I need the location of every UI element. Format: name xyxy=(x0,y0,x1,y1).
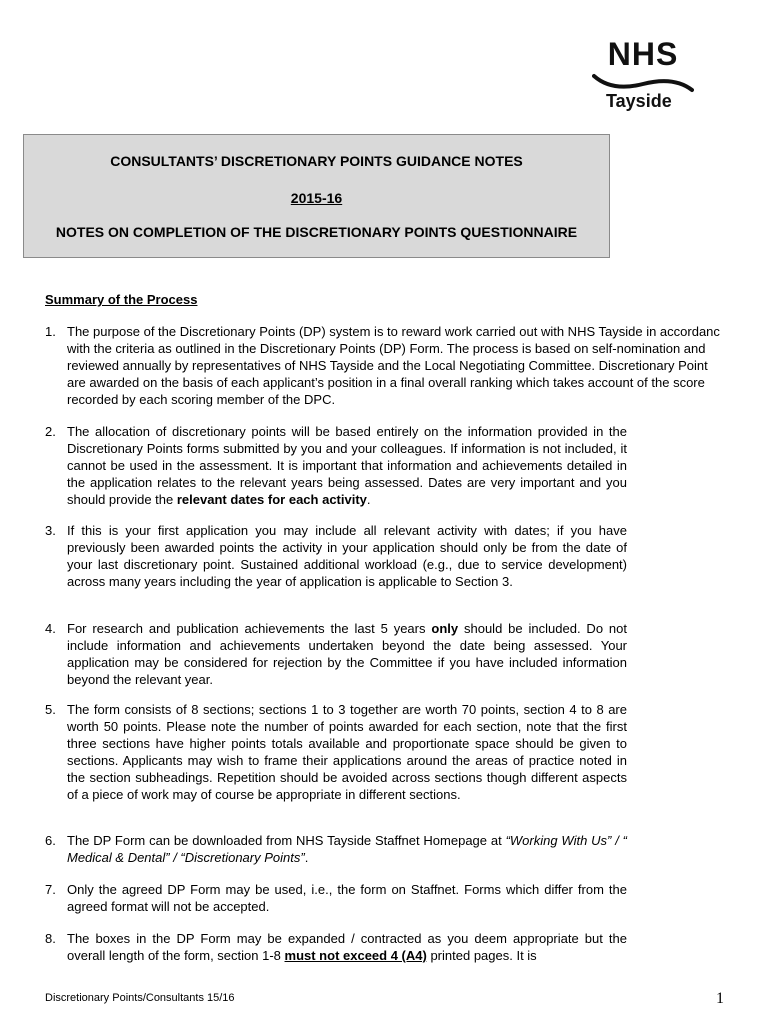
item-4-bold: only xyxy=(431,621,459,636)
item-1-line: are awarded on the basis of each applicant’s position in a final overall ranking which takes account of the score xyxy=(67,375,705,390)
item-1-line: The purpose of the Discretionary Points (DP) system is to reward work carried out with NHS Tayside in accordanc xyxy=(67,324,720,339)
list-item-7 xyxy=(45,881,627,915)
logo-region: Tayside xyxy=(606,91,672,111)
title-line-1: CONSULTANTS’ DISCRETIONARY POINTS GUIDANCE NOTES xyxy=(110,153,523,169)
item-number: 3. xyxy=(45,523,56,538)
section-heading: Summary of the Process xyxy=(45,292,198,307)
item-2-text: The allocation of discretionary points will be based entirely on the information provided in the Discretionary Points forms submitted by you and your colleagues. If information is not included, it cannot be used in the assessment. It is important that information and achievements detailed in the application relates to the relevant years being assessed. Dates are very important and you should provide the xyxy=(67,424,627,507)
item-2-bold: relevant dates for each activity xyxy=(176,492,367,507)
list-item-5 xyxy=(45,701,627,803)
list-item-2 xyxy=(45,423,627,508)
item-1-line: with the criteria as outlined in the Discretionary Points (DP) Form. The process is based on self-nomination and xyxy=(67,341,706,356)
item-6-before: The DP Form can be downloaded from NHS Tayside Staffnet Homepage at xyxy=(67,833,506,848)
nhs-tayside-logo xyxy=(588,36,698,116)
item-8-bold: must not exceed 4 (A4) xyxy=(284,948,427,963)
list-item-4 xyxy=(45,620,627,688)
title-year: 2015-16 xyxy=(290,190,343,206)
item-number: 2. xyxy=(45,424,56,439)
item-8-before: The boxes in the DP Form may be expanded / contracted as you deem appropriate but the overall length of the form, section 1-8 xyxy=(67,931,627,963)
item-8-after: printed pages. It is xyxy=(426,948,537,963)
item-number: 1. xyxy=(45,324,56,339)
logo-org: NHS xyxy=(607,36,679,72)
title-box xyxy=(23,134,610,258)
footer-label: Discretionary Points/Consultants 15/16 xyxy=(45,992,235,1004)
item-1-line: recorded by each scoring member of the DPC. xyxy=(67,392,336,407)
item-6-after: . xyxy=(304,850,309,865)
list-item-3 xyxy=(45,522,627,590)
item-number: 6. xyxy=(45,833,56,848)
list-item-1 xyxy=(45,323,770,408)
list-item-6 xyxy=(45,832,627,866)
item-4-before: For research and publication achievements the last 5 years xyxy=(67,621,432,636)
item-number: 8. xyxy=(45,931,56,946)
list-item-8 xyxy=(45,930,627,964)
item-2-after: . xyxy=(366,492,371,507)
item-4-after: should be included. Do not include information and achievements undertaken beyond the date being assessed. Your application may be considered for rejection by the Committee if you have included information beyond the relevant year. xyxy=(67,621,627,687)
item-5-text: The form consists of 8 sections; sections 1 to 3 together are worth 70 points, section 4 to 8 are worth 50 points. Please note the number of points awarded for each section, note that the first three sections have higher points totals available and proportionate space should be given to sections. Applicants may wish to frame their applications around the areas of practice noted in the section subheadings. Repetition should be avoided across sections though different aspects of a piece of work may of course be appropriate in different sections. xyxy=(67,702,627,802)
item-7-text: Only the agreed DP Form may be used, i.e., the form on Staffnet. Forms which differ from the agreed format will not be accepted. xyxy=(67,882,627,914)
page-number: 1 xyxy=(716,990,724,1007)
item-3-text: If this is your first application you may include all relevant activity with dates; if you have previously been awarded points the activity in your application should only be from the date of your last discretionary point. Sustained additional workload (e.g., due to service development) across many years including the year of application is applicable to Section 3. xyxy=(67,523,627,589)
item-1-line: reviewed annually by representatives of NHS Tayside and the Local Negotiating Committee. Discretionary Point xyxy=(67,358,708,373)
title-line-3: NOTES ON COMPLETION OF THE DISCRETIONARY POINTS QUESTIONNAIRE xyxy=(55,224,578,240)
item-number: 5. xyxy=(45,702,56,717)
item-number: 7. xyxy=(45,882,56,897)
item-number: 4. xyxy=(45,621,56,636)
item-6-italic: “Working With Us” / “ Medical & Dental” / “Discretionary Points” xyxy=(67,833,627,865)
